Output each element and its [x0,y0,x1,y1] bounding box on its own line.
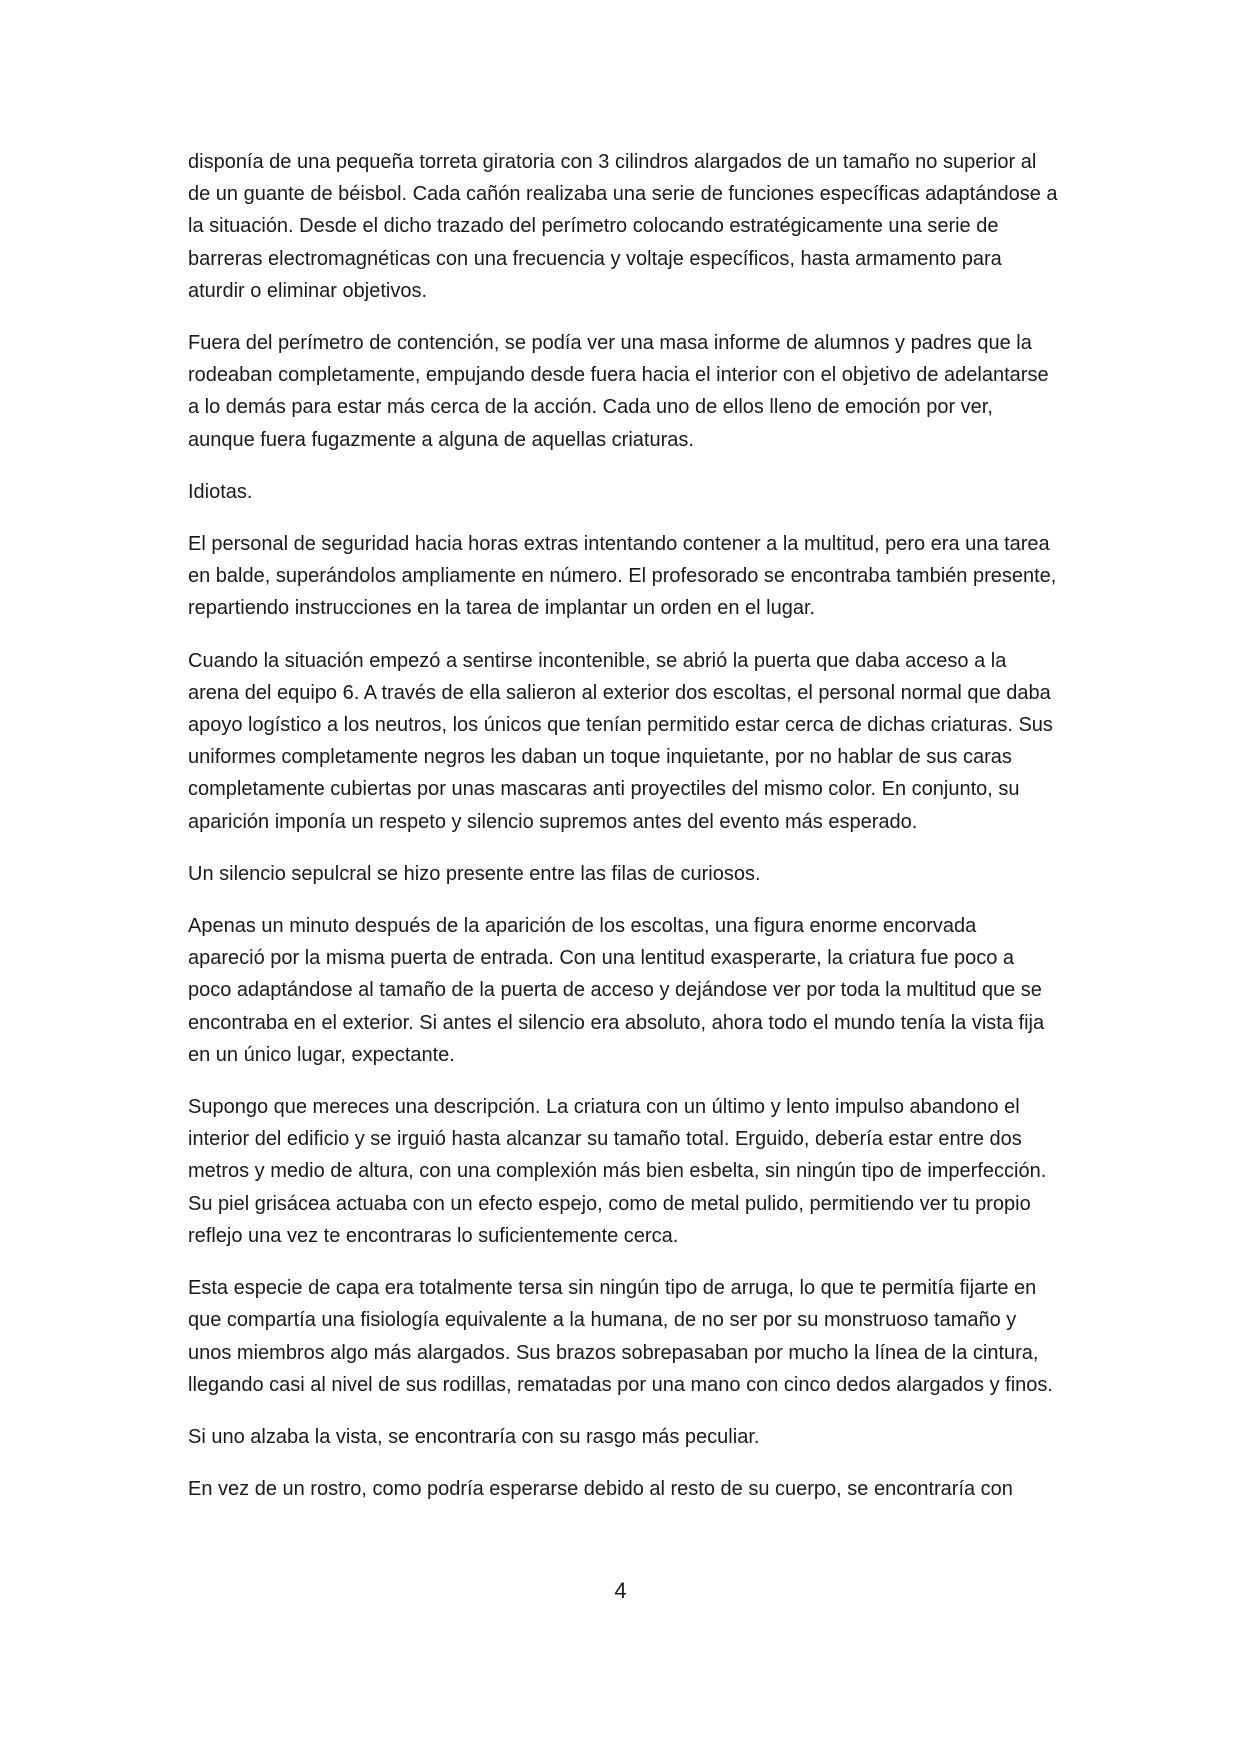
paragraph-1: disponía de una pequeña torreta giratoria con 3 cilindros alargados de un tamaño no superior al de un guante de béisbol. Cada cañón realizaba una serie de funciones específicas adaptándose a la situación. Desde el dicho trazado del perímetro colocando estratégicamente una serie de barreras electromagnéticas con una frecuencia y voltaje específicos, hasta armamento para aturdir o eliminar objetivos. [188,151,1058,302]
paragraph-5: Cuando la situación empezó a sentirse incontenible, se abrió la puerta que daba acceso a la arena del equipo 6. A través de ella salieron al exterior dos escoltas, el personal normal que daba apoyo logístico a los neutros, los únicos que tenían permitido estar cerca de dichas criaturas. Sus uniformes completamente negros les daban un toque inquietante, por no hablar de sus caras completamente cubiertas por unas mascaras anti proyectiles del mismo color. En conjunto, su aparición imponía un respeto y silencio supremos antes del evento más esperado. [188,649,1053,833]
paragraph-9: Esta especie de capa era totalmente tersa sin ningún tipo de arruga, lo que te permitía fijarte en que compartía una fisiología equivalente a la humana, de no ser por su monstruoso tamaño y unos miembros algo más alargados. Sus brazos sobrepasaban por mucho la línea de la cintura, llegando casi al nivel de sus rodillas, rematadas por una mano con cinco dedos alargados y finos. [188,1277,1053,1396]
paragraph-4: El personal de seguridad hacia horas extras intentando contener a la multitud, pero era una tarea en balde, superándolos ampliamente en número. El profesorado se encontraba también presente, repartiendo instrucciones en la tarea de implantar un orden en el lugar. [188,533,1057,620]
paragraph-2: Fuera del perímetro de contención, se podía ver una masa informe de alumnos y padres que la rodeaban completamente, empujando desde fuera hacia el interior con el objetivo de adelantarse a lo demás para estar más cerca de la acción. Cada uno de ellos lleno de emoción por ver, aunque fuera fugazmente a alguna de aquellas criaturas. [188,332,1049,451]
paragraph-11: En vez de un rostro, como podría esperarse debido al resto de su cuerpo, se encontraría con [188,1478,1013,1501]
paragraph-10: Si uno alzaba la vista, se encontraría con su rasgo más peculiar. [188,1425,760,1448]
paragraph-6: Un silencio sepulcral se hizo presente entre las filas de curiosos. [188,862,761,885]
paragraph-8: Supongo que mereces una descripción. La criatura con un último y lento impulso abandono el interior del edificio y se irguió hasta alcanzar su tamaño total. Erguido, debería estar entre dos metros y medio de altura, con una complexión más bien esbelta, sin ningún tipo de imperfección. Su piel grisácea actuaba con un efecto espejo, como de metal pulido, permitiendo ver tu propio reflejo una vez te encontraras lo suficientemente cerca. [188,1096,1047,1247]
body-text [188,146,1058,1525]
paragraph-7: Apenas un minuto después de la aparición de los escoltas, una figura enorme encorvada apareció por la misma puerta de entrada. Con una lentitud exasperarte, la criatura fue poco a poco adaptándose al tamaño de la puerta de acceso y dejándose ver por toda la multitud que se encontraba en el exterior. Si antes el silencio era absoluto, ahora todo el mundo tenía la vista fija en un único lugar, expectante. [188,915,1045,1066]
paragraph-3: Idiotas. [188,480,253,503]
page-number: 4 [614,1578,627,1603]
